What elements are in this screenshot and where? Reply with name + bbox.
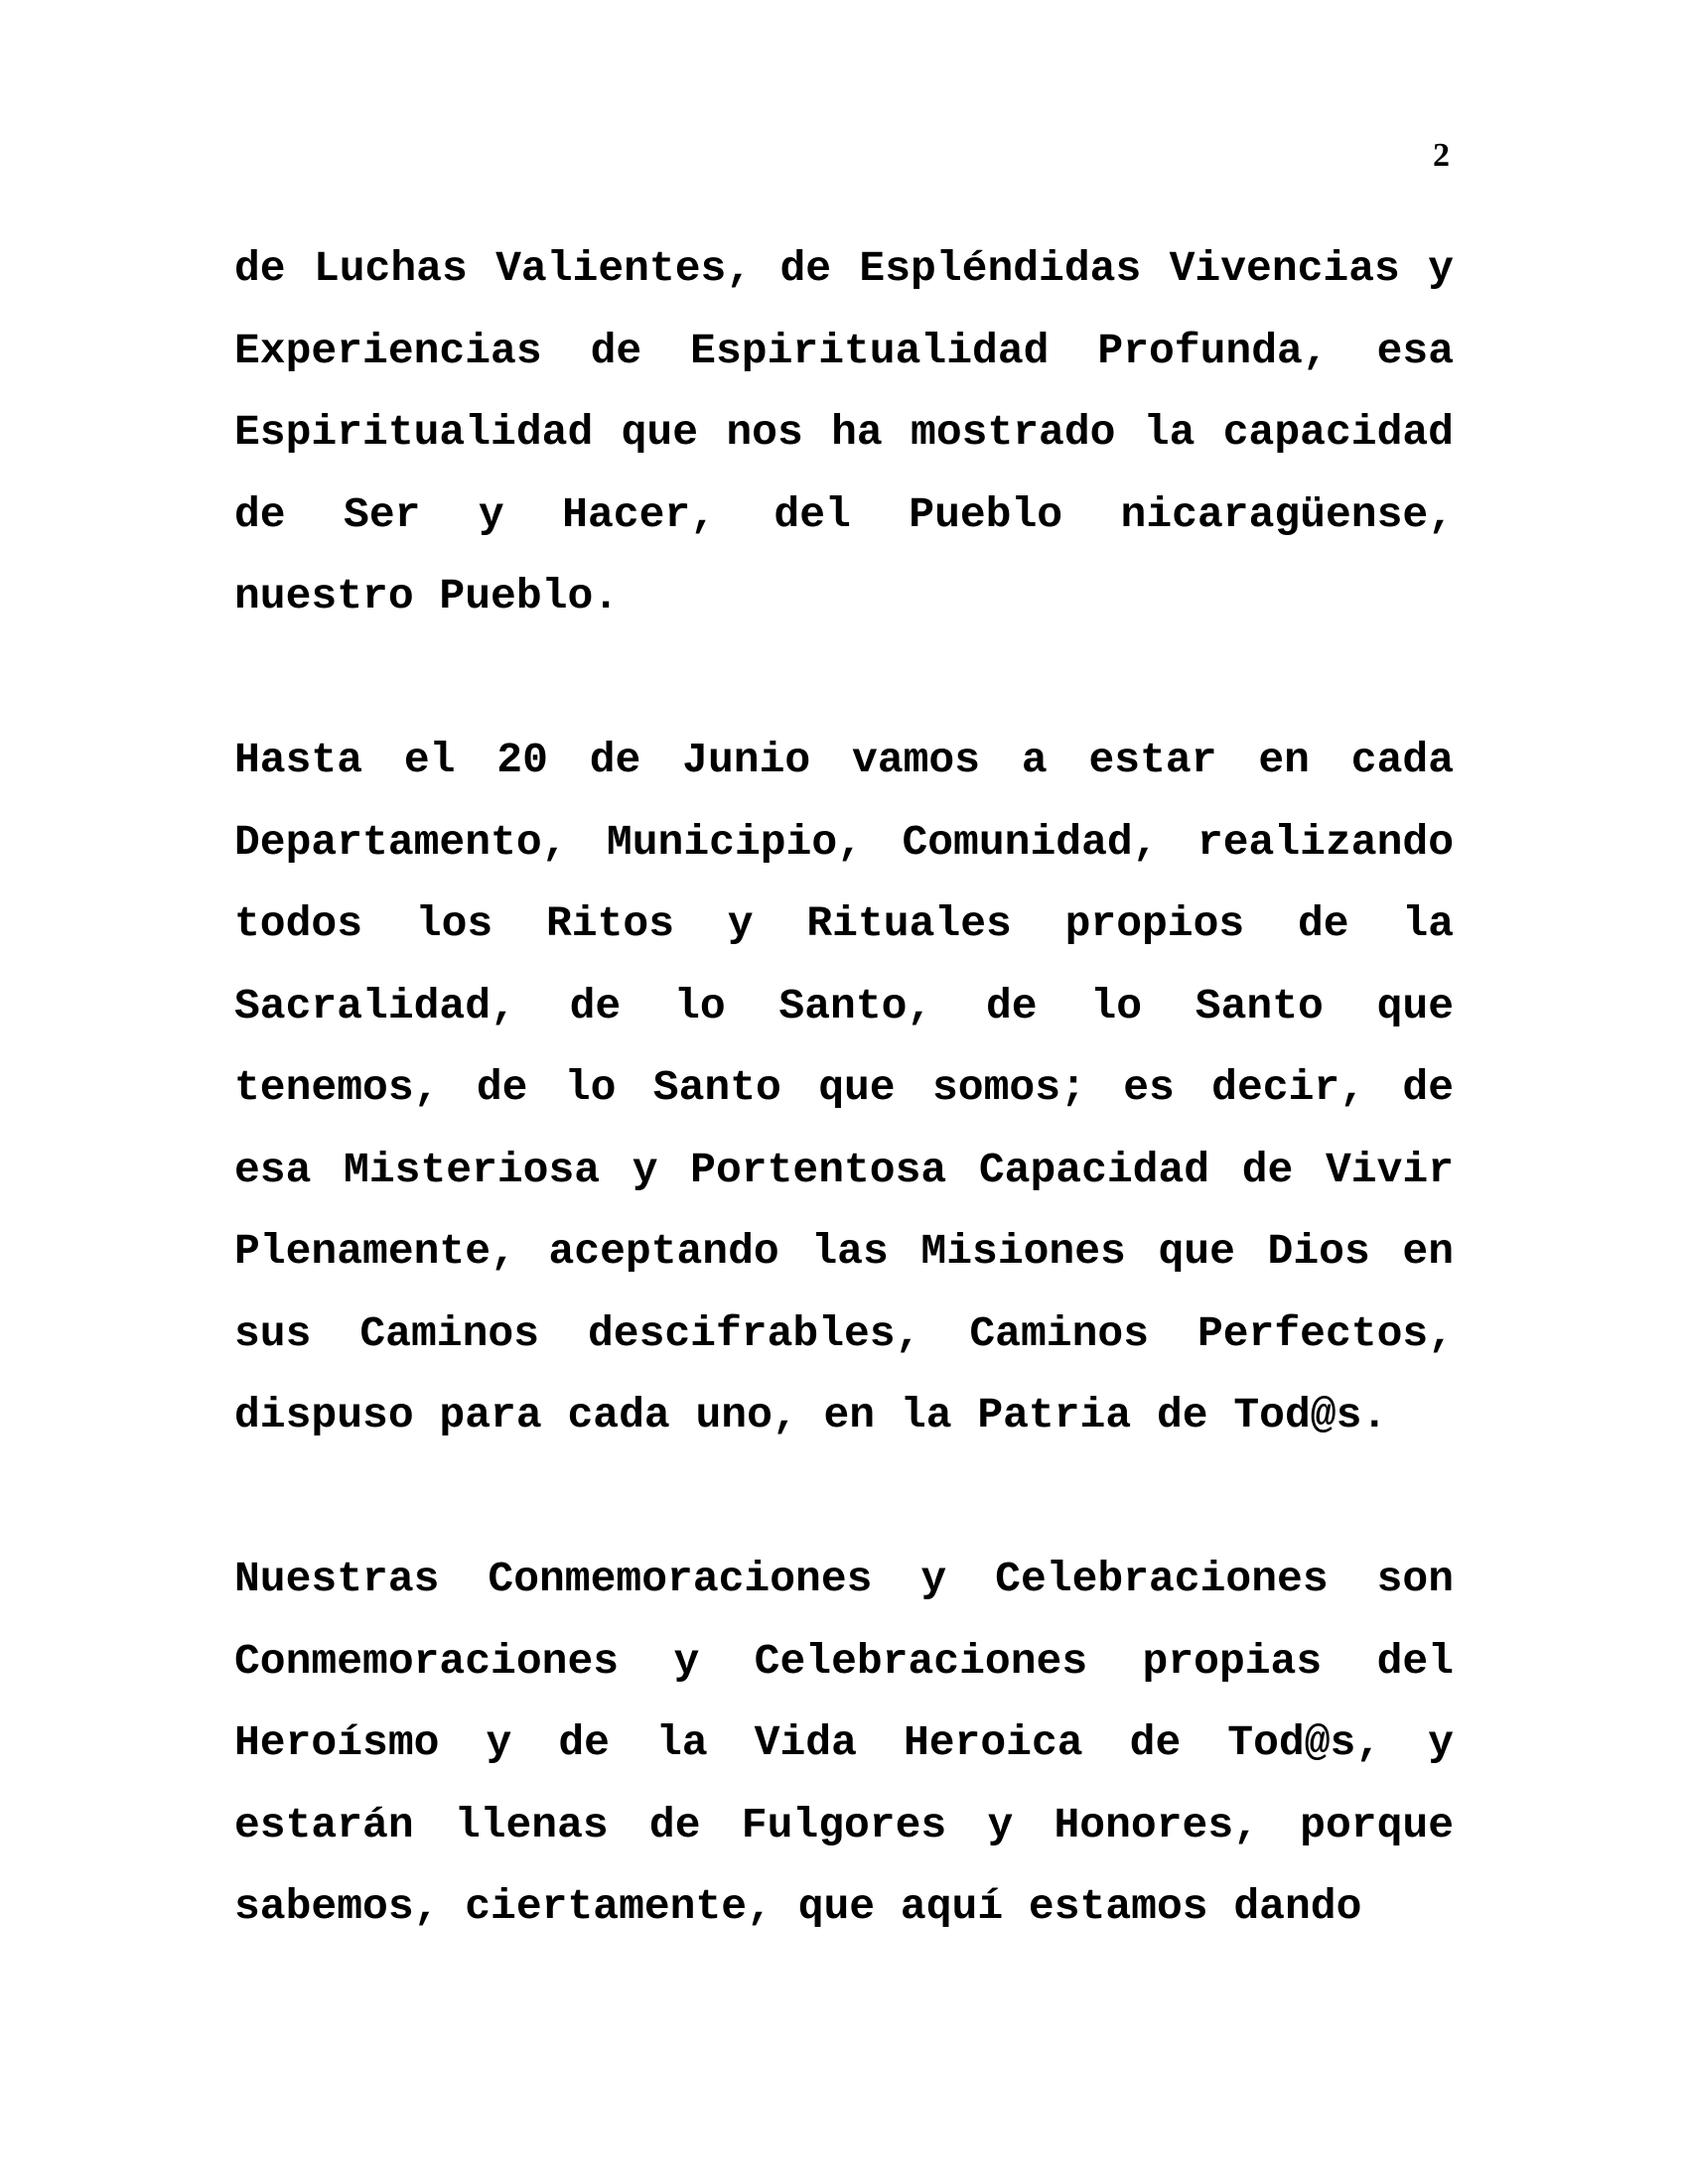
paragraph-3: Nuestras Conmemoraciones y Celebraciones son Conmemoraciones y Celebraciones propias del Heroísmo y de la Vida Heroica de Tod@s, y estarán llenas de Fulgores y Honores, porque sabemos, ciertamente, que aquí estamos dando: [234, 1555, 1454, 1931]
paragraph-1: de Luchas Valientes, de Espléndidas Vivencias y Experiencias de Espiritualidad Profunda, esa Espiritualidad que nos ha mostrado la capacidad de Ser y Hacer, del Pueblo nicaragüense, nuestro Pueblo.: [234, 244, 1454, 620]
paragraph-2: Hasta el 20 de Junio vamos a estar en cada Departamento, Municipio, Comunidad, realizando todos los Ritos y Rituales propios de la Sacralidad, de lo Santo, de lo Santo que tenemos, de lo Santo que somos; es decir, de esa Misteriosa y Portentosa Capacidad de Vivir Plenamente, aceptando las Misiones que Dios en sus Caminos descifrables, Caminos Perfectos, dispuso para cada uno, en la Patria de Tod@s.: [234, 736, 1454, 1439]
page-number: 2: [1433, 137, 1450, 174]
document-body: [234, 228, 1454, 1949]
